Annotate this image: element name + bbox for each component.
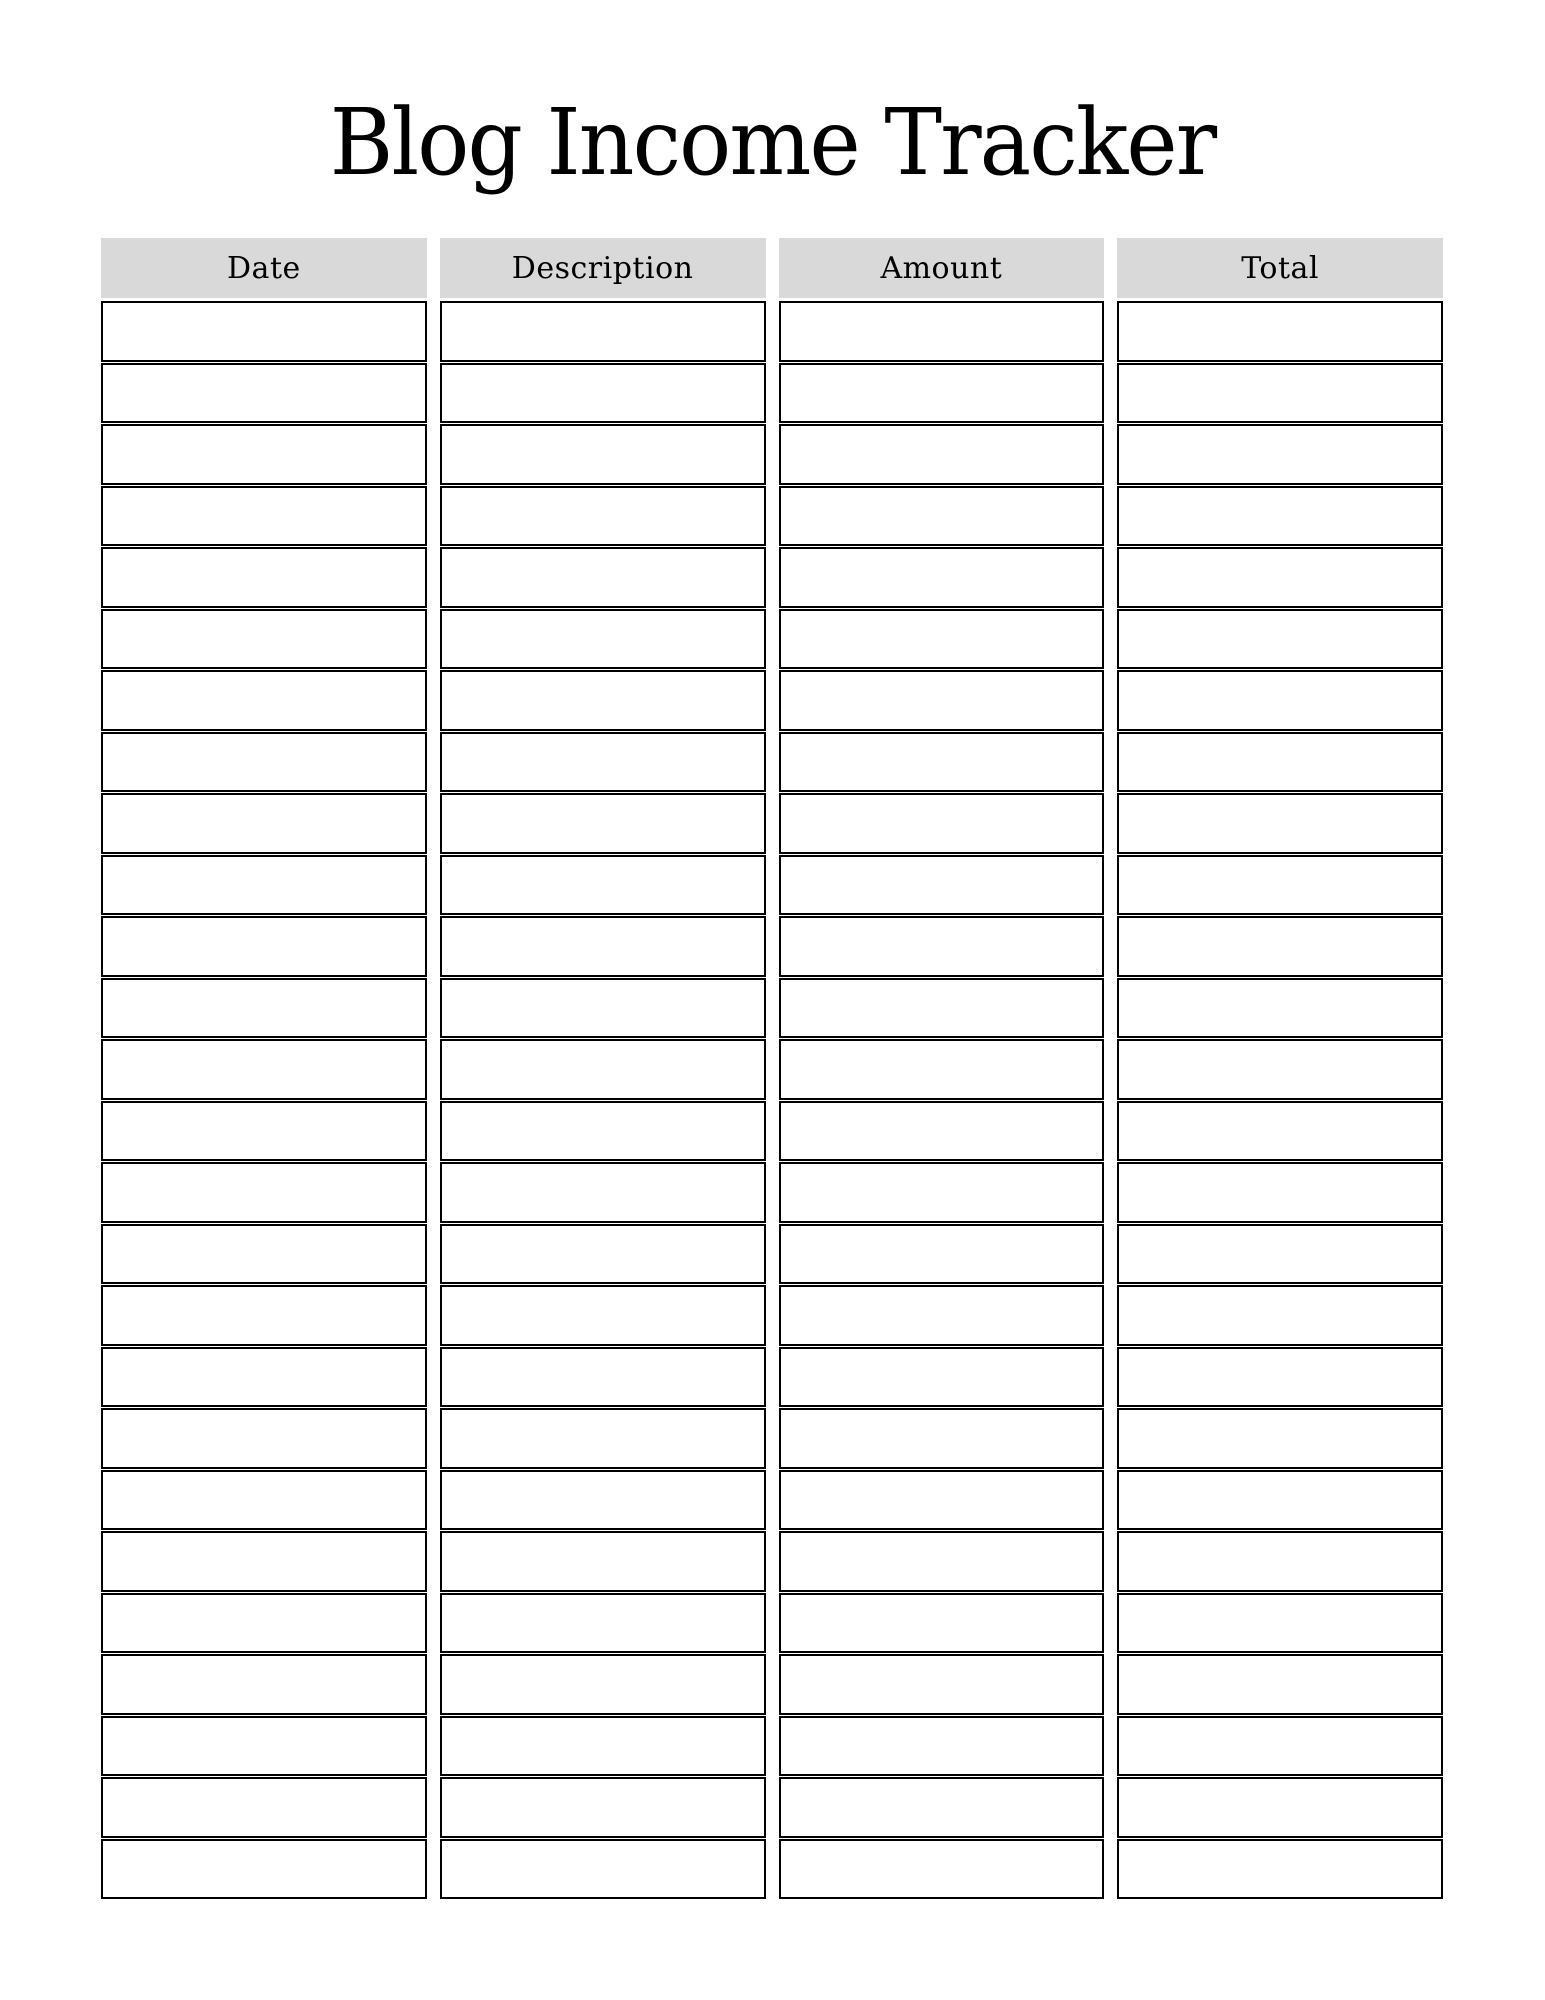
table-cell-empty [101,1039,427,1100]
column-header-total: Total [1117,238,1443,298]
table-cell-empty [101,1716,427,1777]
table-cell-empty [101,1470,427,1531]
page-title: Blog Income Tracker [329,89,1216,196]
table-cell-empty [1117,855,1443,916]
column-header-amount: Amount [779,238,1105,298]
column-total-rows [1117,301,1443,1899]
table-cell-empty [101,1408,427,1469]
table-cell-empty [1117,1101,1443,1162]
table-cell-empty [101,1162,427,1223]
table-cell-empty [101,301,427,362]
table-cell-empty [440,978,766,1039]
table-cell-empty [101,1593,427,1654]
table-cell-empty [101,424,427,485]
table-cell-empty [101,363,427,424]
table-cell-empty [1117,1408,1443,1469]
table-cell-empty [440,1777,766,1838]
table-cell-empty [440,855,766,916]
table-cell-empty [101,1285,427,1346]
table-cell-empty [101,793,427,854]
table-cell-empty [440,1531,766,1592]
table-cell-empty [779,916,1105,977]
table-cell-empty [440,1039,766,1100]
table-cell-empty [101,609,427,670]
table-cell-empty [1117,732,1443,793]
table-cell-empty [1117,486,1443,547]
table-cell-empty [779,1224,1105,1285]
table-cell-empty [101,855,427,916]
table-cell-empty [440,916,766,977]
table-cell-empty [440,609,766,670]
table-cell-empty [1117,547,1443,608]
table-cell-empty [440,1593,766,1654]
table-cell-empty [779,1285,1105,1346]
table-cell-empty [779,363,1105,424]
table-cell-empty [1117,1470,1443,1531]
table-cell-empty [779,793,1105,854]
column-description [440,238,766,1899]
table-cell-empty [440,363,766,424]
table-cell-empty [440,1101,766,1162]
table-cell-empty [1117,1839,1443,1900]
table-cell-empty [779,609,1105,670]
column-total [1117,238,1443,1899]
table-cell-empty [1117,609,1443,670]
table-cell-empty [779,978,1105,1039]
table-cell-empty [440,1162,766,1223]
table-cell-empty [1117,301,1443,362]
table-cell-empty [1117,363,1443,424]
table-cell-empty [779,1531,1105,1592]
table-cell-empty [440,547,766,608]
table-cell-empty [101,486,427,547]
table-cell-empty [440,1839,766,1900]
table-cell-empty [1117,916,1443,977]
table-cell-empty [101,1347,427,1408]
table-cell-empty [440,670,766,731]
table-cell-empty [1117,1224,1443,1285]
table-cell-empty [779,1470,1105,1531]
column-date [101,238,427,1899]
table-cell-empty [1117,1285,1443,1346]
table-cell-empty [101,1654,427,1715]
table-cell-empty [101,1839,427,1900]
table-cell-empty [779,855,1105,916]
table-cell-empty [440,301,766,362]
table-cell-empty [101,1531,427,1592]
column-amount-rows [779,301,1105,1899]
table-cell-empty [1117,1347,1443,1408]
table-cell-empty [779,732,1105,793]
table-cell-empty [101,1101,427,1162]
table-cell-empty [101,732,427,793]
table-cell-empty [440,1224,766,1285]
table-cell-empty [779,486,1105,547]
column-header-date: Date [101,238,427,298]
table-cell-empty [440,486,766,547]
table-cell-empty [101,978,427,1039]
table-cell-empty [1117,1777,1443,1838]
income-tracker-table [101,238,1443,1899]
table-cell-empty [779,301,1105,362]
table-cell-empty [1117,670,1443,731]
column-header-description: Description [440,238,766,298]
table-cell-empty [1117,1593,1443,1654]
column-description-rows [440,301,766,1899]
table-cell-empty [1117,793,1443,854]
table-cell-empty [779,670,1105,731]
table-cell-empty [779,1716,1105,1777]
table-cell-empty [101,1224,427,1285]
table-cell-empty [440,1408,766,1469]
table-cell-empty [101,1777,427,1838]
table-cell-empty [440,1347,766,1408]
table-cell-empty [779,1101,1105,1162]
table-cell-empty [440,1654,766,1715]
table-cell-empty [779,424,1105,485]
table-cell-empty [779,1593,1105,1654]
table-cell-empty [779,1039,1105,1100]
table-cell-empty [779,1162,1105,1223]
table-cell-empty [440,1285,766,1346]
table-cell-empty [779,547,1105,608]
table-cell-empty [1117,978,1443,1039]
table-cell-empty [779,1408,1105,1469]
table-cell-empty [1117,1039,1443,1100]
table-cell-empty [779,1777,1105,1838]
table-cell-empty [1117,1654,1443,1715]
table-cell-empty [440,424,766,485]
table-cell-empty [779,1654,1105,1715]
column-amount [779,238,1105,1899]
table-cell-empty [440,1716,766,1777]
table-cell-empty [1117,424,1443,485]
column-date-rows [101,301,427,1899]
table-cell-empty [440,1470,766,1531]
table-cell-empty [1117,1162,1443,1223]
table-cell-empty [779,1347,1105,1408]
table-cell-empty [101,670,427,731]
table-cell-empty [779,1839,1105,1900]
table-cell-empty [1117,1716,1443,1777]
table-cell-empty [440,732,766,793]
table-cell-empty [1117,1531,1443,1592]
table-cell-empty [440,793,766,854]
table-cell-empty [101,916,427,977]
table-cell-empty [101,547,427,608]
